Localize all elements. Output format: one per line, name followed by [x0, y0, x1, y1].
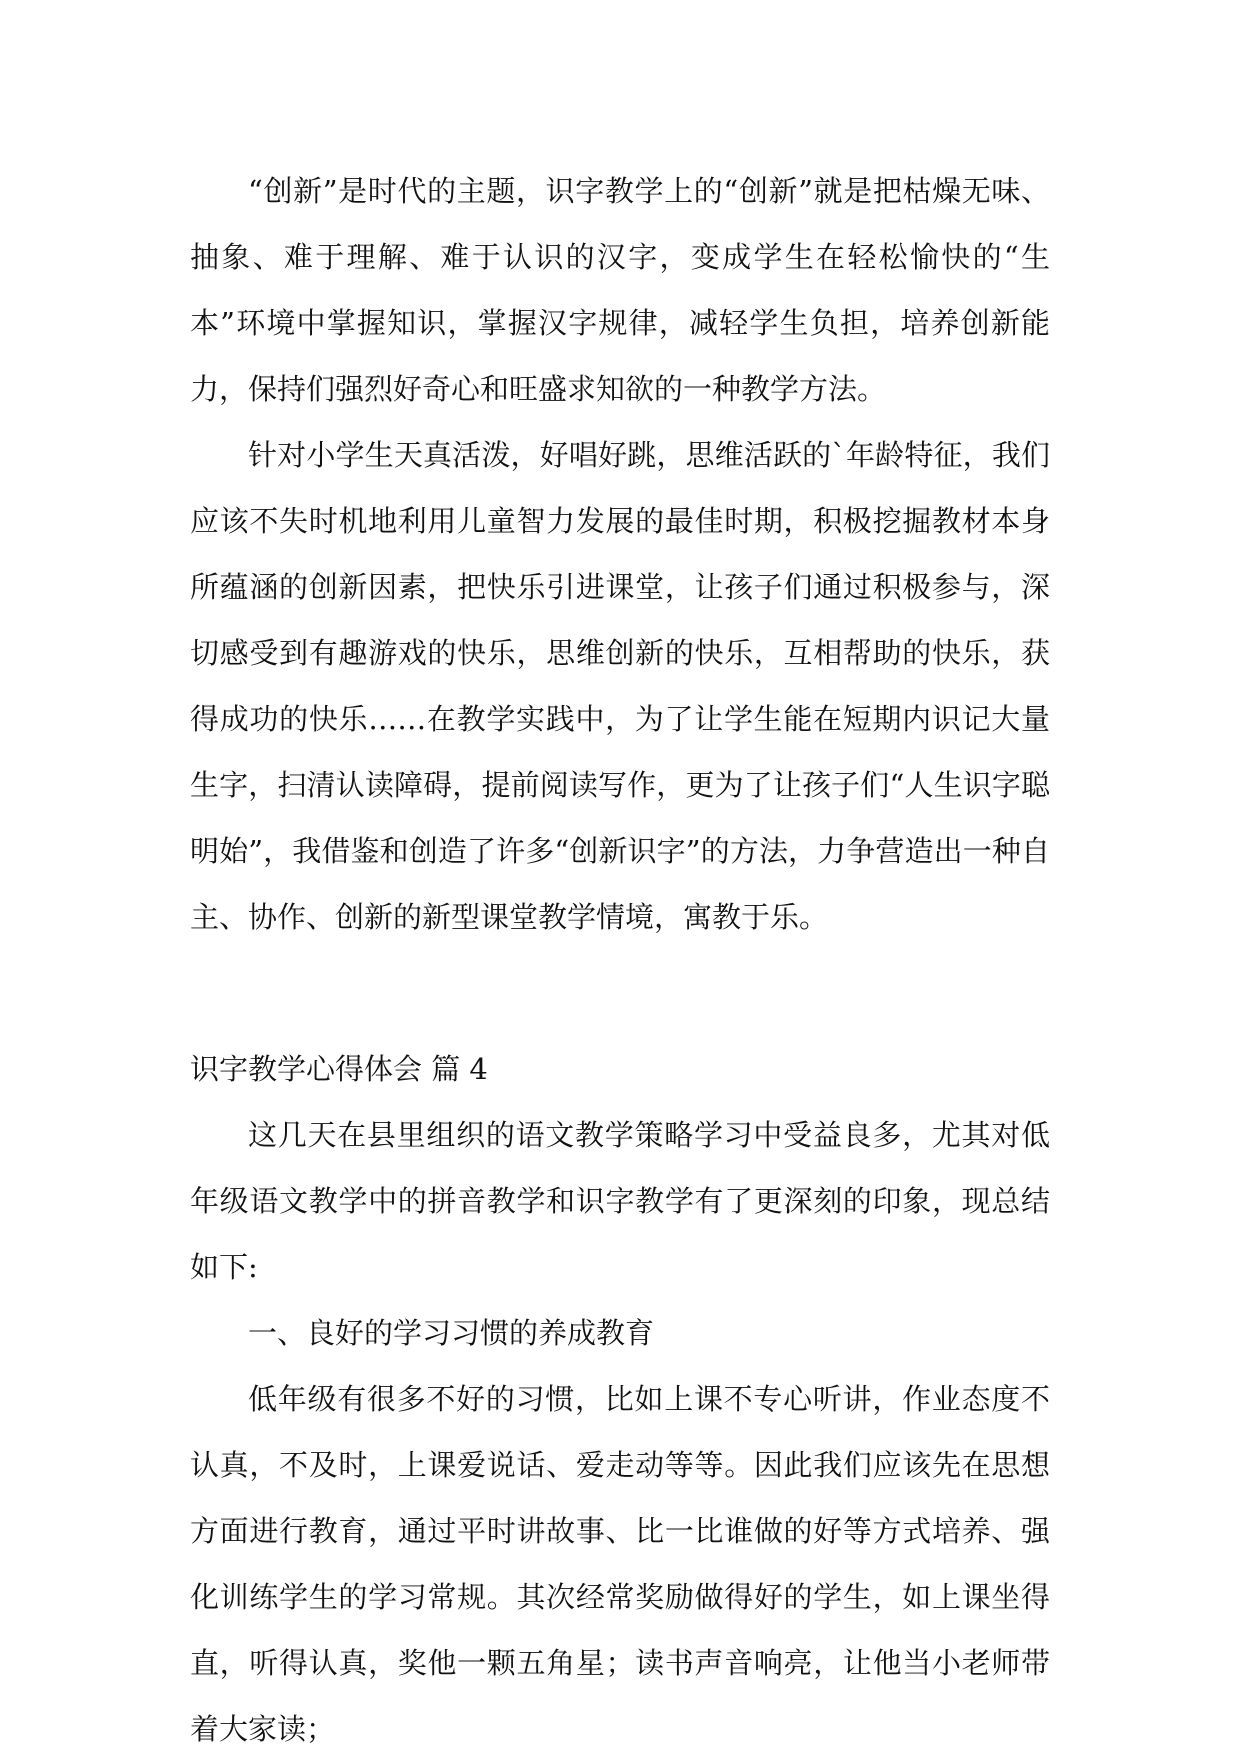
document-body	[190, 158, 1050, 1762]
paragraph-teaching-approach: 针对小学生天真活泼，好唱好跳，思维活跃的`年龄特征，我们应该不失时机地利用儿童智力发展的最佳时期，积极挖掘教材本身所蕴涵的创新因素，把快乐引进课堂，让孩子们通过积极参与，深切感受到有趣游戏的快乐，思维创新的快乐，互相帮助的快乐，获得成功的快乐……在教学实践中，为了让学生能在短期内识记大量生字，扫清认读障碍，提前阅读写作，更为了让孩子们“人生识字聪明始”，我借鉴和创造了许多“创新识字”的方法，力争营造出一种自主、协作、创新的新型课堂教学情境，寓教于乐。	[190, 438, 1050, 934]
paragraph-training-summary: 这几天在县里组织的语文教学策略学习中受益良多，尤其对低年级语文教学中的拼音教学和识字教学有了更深刻的印象，现总结如下:	[190, 1118, 1050, 1284]
section-heading: 识字教学心得体会 篇 4	[190, 1052, 488, 1086]
paragraph-habit-training: 低年级有很多不好的习惯，比如上课不专心听讲，作业态度不认真，不及时，上课爱说话、爱走动等等。因此我们应该先在思想方面进行教育，通过平时讲故事、比一比谁做的好等方式培养、强化训练学生的学习常规。其次经常奖励做得好的学生，如上课坐得直，听得认真，奖他一颗五角星；读书声音响亮，让他当小老师带着大家读；	[190, 1382, 1050, 1746]
section-spacer	[190, 950, 1050, 1036]
paragraph-innovation-theme: “创新”是时代的主题，识字教学上的“创新”就是把枯燥无味、抽象、难于理解、难于认识的汉字，变成学生在轻松愉快的“生本”环境中掌握知识，掌握汉字规律，减轻学生负担，培养创新能力，保持们强烈好奇心和旺盛求知欲的一种教学方法。	[190, 174, 1050, 406]
subheading-study-habits: 一、良好的学习习惯的养成教育	[248, 1316, 655, 1350]
